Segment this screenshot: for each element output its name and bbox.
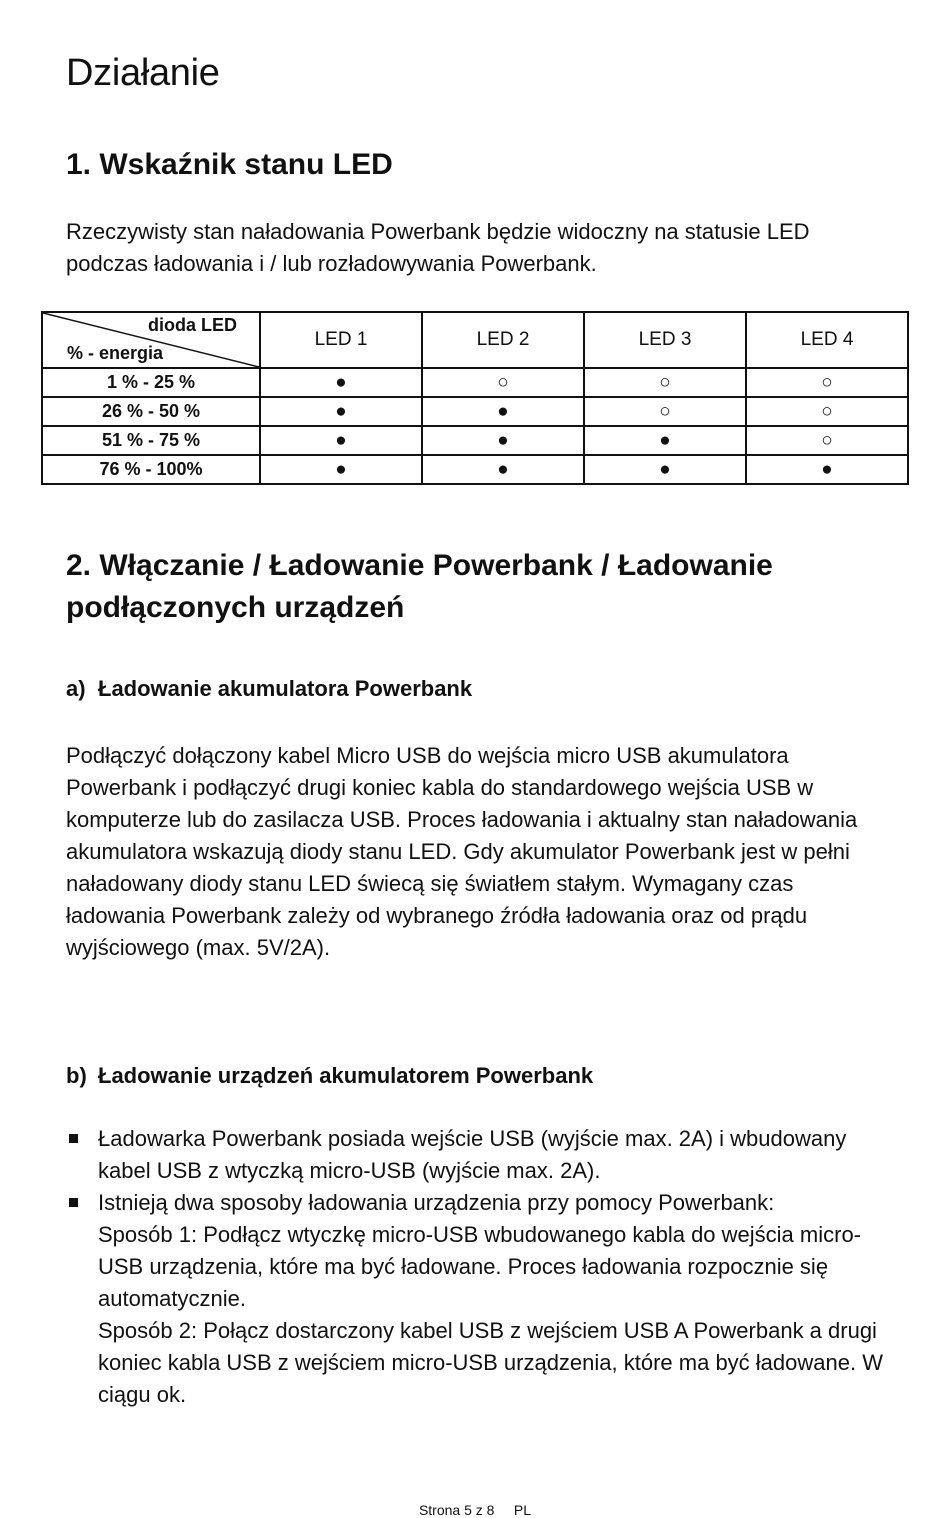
led-indicator: ○: [584, 397, 746, 426]
section-2-heading: [66, 545, 773, 629]
led-indicator: ●: [584, 426, 746, 455]
subsection-b-heading: [66, 1063, 593, 1089]
led-indicator: ○: [746, 368, 908, 397]
header-led-2: LED 2: [422, 312, 584, 368]
method-2-text: Sposób 2: Połącz dostarczony kabel USB z wejściem USB A Powerbank a drugi koniec kabla USB z wejściem micro-USB urządzenia, które ma być ładowane. W ciągu ok.: [98, 1318, 883, 1407]
subsection-b-label: b): [66, 1063, 87, 1088]
section-2-heading-line-2: podłączonych urządzeń: [66, 591, 405, 624]
table-row: [42, 426, 908, 455]
section-1-heading: 1. Wskaźnik stanu LED: [66, 148, 393, 181]
range-cell: 76 % - 100%: [42, 455, 260, 484]
method-1-text: Sposób 1: Podłącz wtyczkę micro-USB wbudowanego kabla do wejścia micro-USB urządzenia, które ma być ładowane. Proces ładowania rozpocznie się automatycznie.: [98, 1222, 862, 1311]
table-row: [42, 397, 908, 426]
header-led-4: LED 4: [746, 312, 908, 368]
led-indicator: ●: [260, 455, 422, 484]
led-indicator: ●: [422, 455, 584, 484]
range-cell: 1 % - 25 %: [42, 368, 260, 397]
led-indicator: ○: [746, 426, 908, 455]
table-row: [42, 455, 908, 484]
led-indicator: ●: [260, 368, 422, 397]
corner-label-energy: % - energia: [67, 343, 164, 363]
page-title: Działanie: [66, 52, 220, 94]
list-item: [66, 1123, 896, 1187]
section-2-heading-line-1: 2. Włączanie / Ładowanie Powerbank / Ładowanie: [66, 549, 773, 582]
subsection-a-label: a): [66, 676, 86, 701]
led-indicator: ●: [584, 455, 746, 484]
led-indicator: ●: [422, 426, 584, 455]
led-indicator: ○: [422, 368, 584, 397]
section-1-paragraph: Rzeczywisty stan naładowania Powerbank będzie widoczny na statusie LED podczas ładowania i / lub rozładowywania Powerbank.: [66, 219, 810, 276]
corner-label-led: dioda LED: [148, 315, 237, 335]
language-code: PL: [513, 1502, 532, 1518]
header-led-3: LED 3: [584, 312, 746, 368]
table-row: [42, 368, 908, 397]
square-bullet-icon: [69, 1198, 78, 1207]
range-cell: 26 % - 50 %: [42, 397, 260, 426]
range-cell: 51 % - 75 %: [42, 426, 260, 455]
page-number: Strona 5 z 8: [418, 1502, 495, 1518]
led-indicator: ●: [746, 455, 908, 484]
table-header-row: [42, 312, 908, 368]
led-indicator: ○: [584, 368, 746, 397]
bullet-text: Ładowarka Powerbank posiada wejście USB (wyjście max. 2A) i wbudowany kabel USB z wtyczką micro-USB (wyjście max. 2A).: [98, 1126, 847, 1183]
subsection-a-title: Ładowanie akumulatora Powerbank: [98, 676, 473, 701]
page-footer: [0, 1502, 950, 1518]
bullet-list: [66, 1123, 896, 1411]
led-indicator: ●: [260, 397, 422, 426]
subsection-b-title: Ładowanie urządzeń akumulatorem Powerbank: [98, 1063, 594, 1088]
led-status-table: [41, 311, 909, 485]
bullet-text: Istnieją dwa sposoby ładowania urządzenia przy pomocy Powerbank:: [98, 1190, 775, 1215]
subsection-a-heading: [66, 676, 472, 702]
led-indicator: ○: [746, 397, 908, 426]
table-corner-cell: [42, 312, 260, 368]
led-indicator: ●: [260, 426, 422, 455]
header-led-1: LED 1: [260, 312, 422, 368]
list-item: [66, 1187, 896, 1411]
led-indicator: ●: [422, 397, 584, 426]
subsection-a-paragraph: Podłączyć dołączony kabel Micro USB do wejścia micro USB akumulatora Powerbank i podłączyć drugi koniec kabla do standardowego wejścia USB w komputerze lub do zasilacza USB. Proces ładowania i aktualny stan naładowania akumulatora wskazują diody stanu LED. Gdy akumulator Powerbank jest w pełni naładowany diody stanu LED świecą się światłem stałym. Wymagany czas ładowania Powerbank zależy od wybranego źródła ładowania oraz od prądu wyjściowego (max. 5V/2A).: [66, 743, 858, 960]
square-bullet-icon: [69, 1134, 78, 1143]
